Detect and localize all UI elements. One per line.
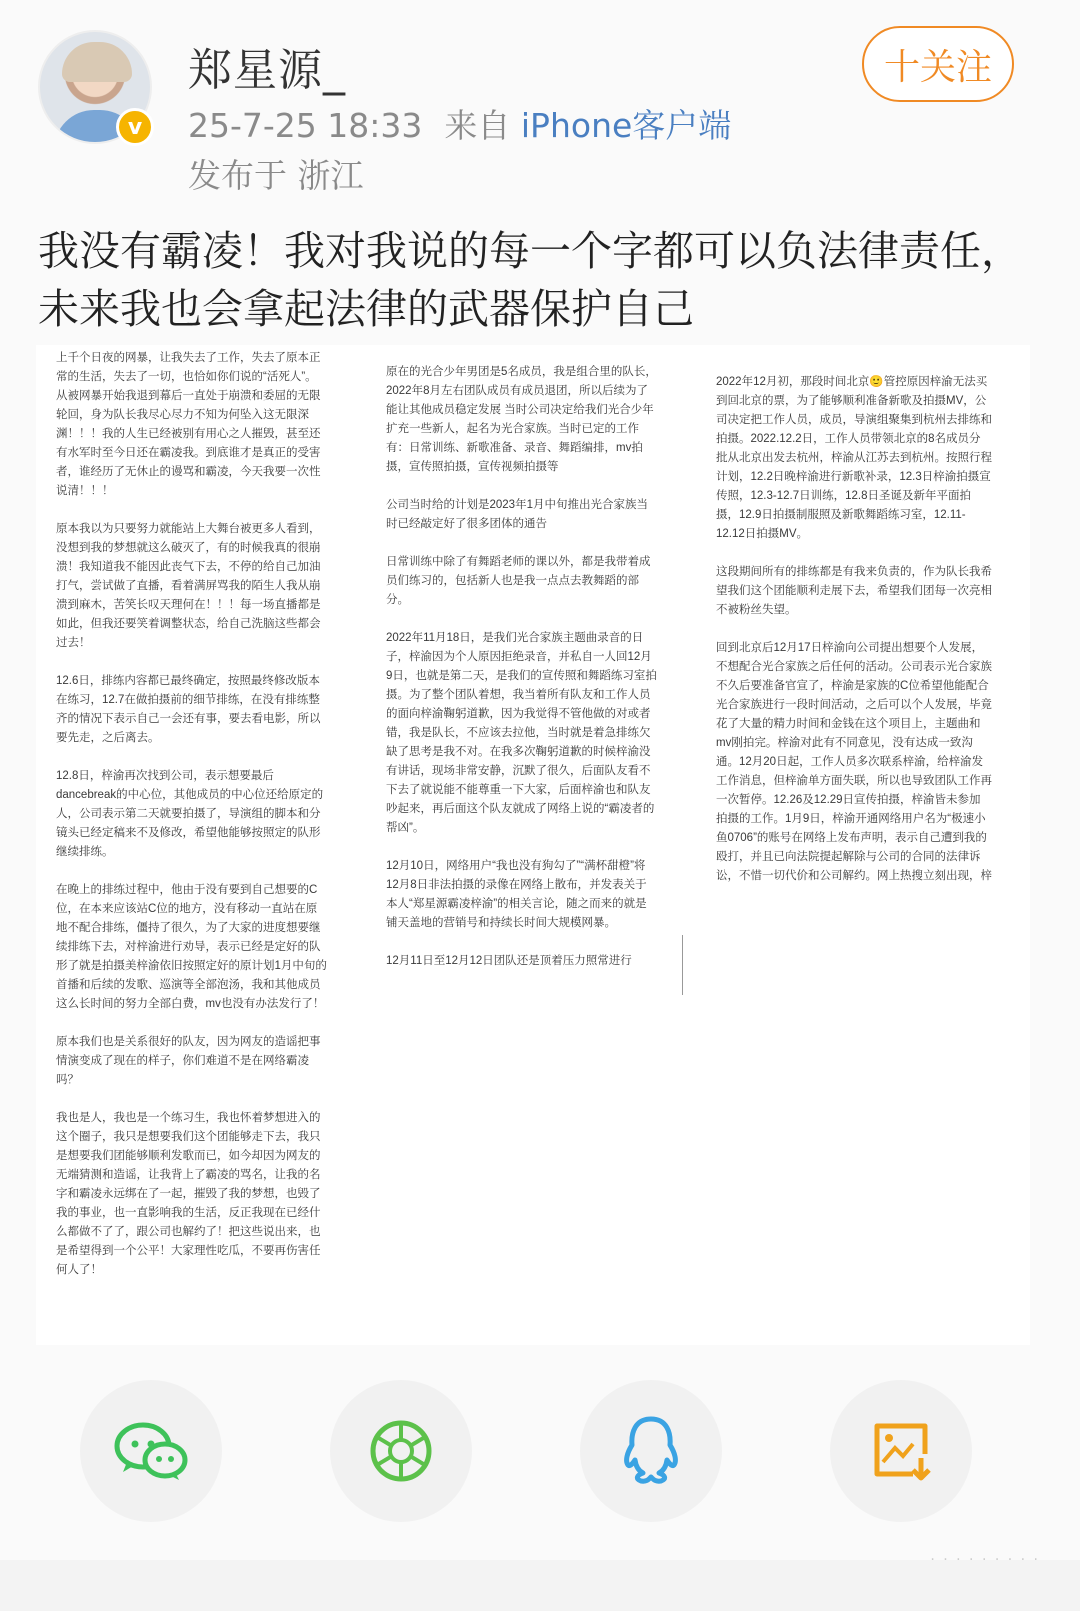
share-qq-button[interactable]	[580, 1380, 722, 1522]
statement-paragraph: 12月11日至12月12日团队还是顶着压力照常进行	[386, 955, 632, 967]
statement-paragraph: 原在的光合少年男团是5名成员，我是组合里的队长，2022年8月左右团队成员有成员退团，所以后续为了能让其他成员稳定发展 当时公司决定给我们光合少年扩充一些新人，起名为光合家族。当时已定的工作有：日常训练、新歌准备、录音、舞蹈编排，mv拍摄，宣传照拍摄，宣传视频拍摄等	[386, 366, 657, 473]
statement-column-2	[386, 363, 658, 995]
bottom-bar	[0, 1560, 1080, 1611]
share-bar	[0, 1380, 1080, 1530]
save-image-button[interactable]	[830, 1380, 972, 1522]
statement-paragraph: 原本我们也是关系很好的队友，因为网友的造谣把事情演变成了现在的样子，你们难道不是在网络霸凌吗？	[56, 1036, 321, 1086]
statement-column-1	[56, 349, 328, 1324]
share-wechat-button[interactable]	[80, 1380, 222, 1522]
share-moments-button[interactable]	[330, 1380, 472, 1522]
statement-paragraph: 2022年12月初，那段时间北京🙂管控原因梓渝无法买到回北京的票，为了能够顺利准备新歌及拍摄MV，公司决定把工作人员，成员，导演组聚集到杭州去排练和拍摄。2022.12.2日，工作人员带领北京的8名成员分批从北京出发去杭州，梓渝从江苏去到杭州。按照行程计划，12.2日晚梓渝进行新歌补录，12.3日梓渝拍摄宣传照，12.3-12.7日训练，12.8日圣诞及新年平面拍摄，12.9日拍摄制服照及新歌舞蹈练习室，12.11-12.12日拍摄MV。	[716, 376, 992, 540]
post-source-prefix: 来自	[444, 106, 511, 145]
wechat-icon	[113, 1418, 189, 1484]
user-name[interactable]: 郑星源_	[188, 45, 346, 96]
statement-paragraph: 回到北京后12月17日梓渝向公司提出想要个人发展，不想配合光合家族之后任何的活动。公司表示光合家族不久后要准备官宣了，梓渝是家族的C位希望他能配合光合家族进行一段时间活动，之后可以个人发展，毕竟花了大量的精力时间和金钱在这个项目上，主题曲和mv刚拍完。梓渝对此有不同意见，没有达成一致沟通。12月20日起，工作人员多次联系梓渝，给梓渝发工作消息，但梓渝单方面失联，所以也导致团队工作再一次暂停。12.26及12.29日宣传拍摄，梓渝皆未参加拍摄的工作。1月9日，梓渝开通网络用户名为“极速小鱼0706”的账号在网络上发布声明，表示自己遭到我的殴打，并且已向法院提起解除与公司的合同的法律诉讼，不惜一切代价和公司解约。网上热搜立刻出现，梓	[716, 642, 992, 882]
statement-image[interactable]	[36, 345, 1030, 1345]
post-headline: 我没有霸凌！我对我说的每一个字都可以负法律责任，未来我也会拿起法律的武器保护自己	[38, 227, 1022, 333]
statement-paragraph: 2022年11月18日，是我们光合家族主题曲录音的日子，梓渝因为个人原因拒绝录音，并私自一人回12月9日，也就是第二天，是我们的宣传照和舞蹈练习室拍摄。为了整个团队着想，我当着所有队友和工作人员的面向梓渝鞠躬道歉，因为我觉得不管他做的对或者错，我是队长，不应该去拉他，当时就是着急排练欠缺了思考是我不对。在我多次鞠躬道歉的时候梓渝没有讲话，现场非常安静，沉默了很久，后面队友看不下去了就说能不能尊重一下大家，后面梓渝也和队友吵起来，再后面这个队友就成了网络上说的“霸凌者的帮凶”。	[386, 632, 657, 834]
avatar-hair	[62, 42, 132, 82]
statement-paragraph: 12月10日，网络用户“我也没有狗勾了”“满杯甜橙”将12月8日非法拍摄的录像在网络上散布，并发表关于本人“郑星源霸凌梓渝”的相关言论，随之而来的就是铺天盖地的营销号和持续长时间大规模网暴。	[386, 860, 647, 929]
post-meta	[188, 100, 731, 147]
statement-paragraph: 公司当时给的计划是2023年1月中旬推出光合家族当时已经敲定好了很多团体的通告	[386, 499, 648, 530]
statement-column-3	[716, 373, 992, 1297]
column-divider	[682, 935, 683, 995]
post-timestamp: 25-7-25 18:33	[188, 106, 423, 145]
save-image-icon	[869, 1418, 933, 1484]
verified-badge-icon: v	[116, 108, 154, 146]
post-client[interactable]: iPhone客户端	[520, 106, 732, 145]
qq-icon	[619, 1415, 683, 1487]
moments-icon	[368, 1418, 434, 1484]
statement-paragraph: 在晚上的排练过程中，他由于没有要到自己想要的C位，在本来应该站C位的地方，没有移动一直站在原地不配合排练，僵持了很久，为了大家的进度想要继续排练下去，对梓渝进行劝导，表示已经是定好的队形了就是拍摄美梓渝依旧按照定好的原计划1月中旬的首播和后续的发歌、巡演等全部泡汤，我和其他成员这么长时间的努力全部白费，mv也没有办法发行了！	[56, 884, 327, 1010]
statement-paragraph: 12.8日，梓渝再次找到公司，表示想要最后dancebreak的中心位，其他成员的中心位还给原定的人，公司表示第二天就要拍摄了，导演组的脚本和分镜头已经定稿来不及修改，希望他能够按照定的队形继续排练。	[56, 770, 324, 858]
statement-paragraph: 原本我以为只要努力就能站上大舞台被更多人看到，没想到我的梦想就这么破灭了，有的时候我真的很崩溃！我知道我不能因此丧气下去，不停的给自己加油打气，尝试做了直播，看着满屏骂我的陌生人我从崩溃到麻木，苦笑长叹天理何在！！！每一场直播都是如此，但我还要笑着调整状态，给自己洗脑这些都会过去！	[56, 523, 321, 649]
statement-paragraph: 上千个日夜的网暴，让我失去了工作，失去了原本正常的生活，失去了一切，也恰如你们说的“活死人”。从被网暴开始我退到幕后一直处于崩溃和委屈的无限轮回，身为队长我尽心尽力不知为何坠入这无限深渊！！！我的人生已经被别有用心之人摧毁，甚至还有水军时至今日还在霸凌我。到底谁才是真正的受害者，谁经历了无休止的谩骂和霸凌，今天我要一次性说清！！！	[56, 352, 321, 497]
statement-paragraph: 我也是人，我也是一个练习生，我也怀着梦想进入的这个圈子，我只是想要我们这个团能够走下去，我只是想要我们团能够顺利发歌而已，如今却因为网友的无端猜测和造谣，让我背上了霸凌的骂名，让我的名字和霸凌永远绑在了一起，摧毁了我的梦想，也毁了我的事业，也一直影响我的生活，反正我现在已经什么都做不了了，跟公司也解约了！把这些说出来，也是希望得到一个公平！大家理性吃瓜，不要再伤害任何人了！	[56, 1112, 321, 1276]
statement-paragraph: 12.6日，排练内容都已最终确定，按照最终修改版本在练习，12.7在做拍摄前的细节排练，在没有排练整齐的情况下表示自己一会还有事，要去看电影，所以要先走，之后离去。	[56, 675, 321, 744]
statement-paragraph: 日常训练中除了有舞蹈老师的课以外，都是我带着成员们练习的，包括新人也是我一点点去教舞蹈的部分。	[386, 556, 651, 606]
statement-paragraph: 这段期间所有的排练都是有我来负责的，作为队长我希望我们这个团能顺利走展下去，希望我们团每一次亮相不被粉丝失望。	[716, 566, 992, 616]
follow-button[interactable]: 十关注	[862, 26, 1014, 102]
post-location: 发布于 浙江	[188, 156, 364, 195]
watermark-dots: · · · · · · · · ·	[930, 1552, 1040, 1568]
